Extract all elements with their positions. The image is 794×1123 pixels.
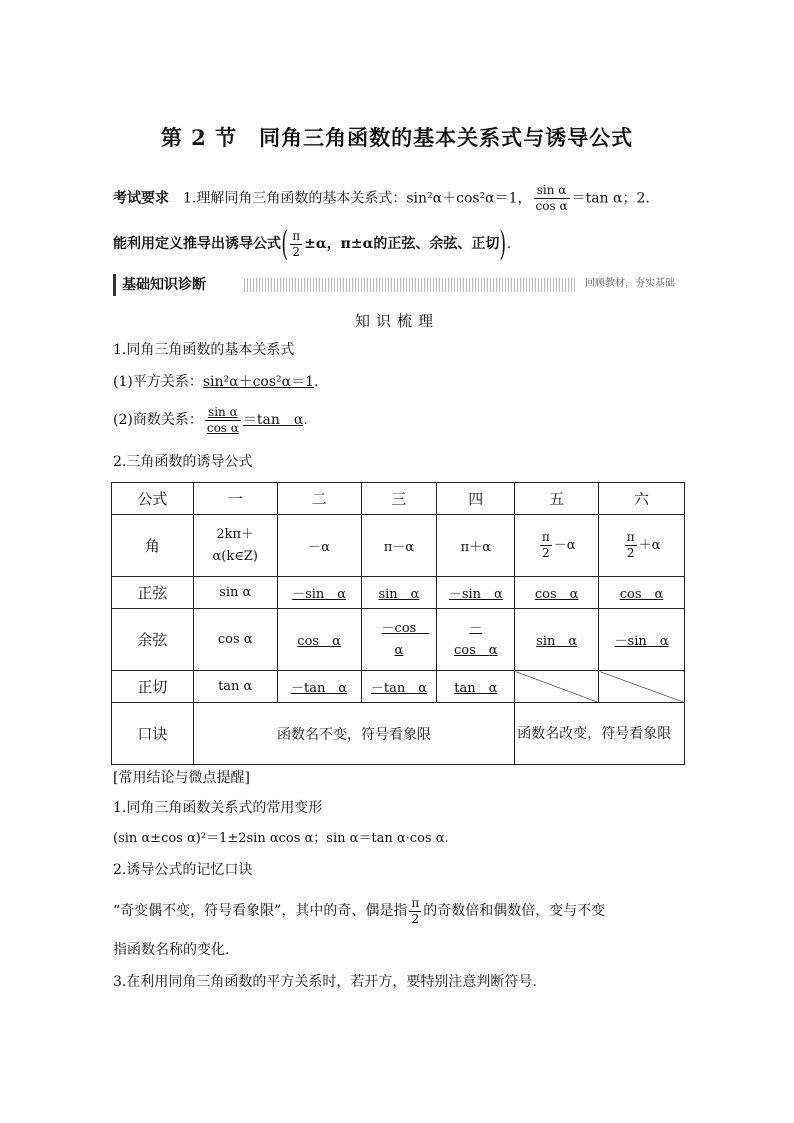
mnemonic-changed: 函数名改变，符号看象限 — [515, 703, 685, 765]
page-title: 第 2 节 同角三角函数的基本关系式与诱导公式 — [160, 125, 634, 150]
table-cell: －tan α — [361, 671, 437, 703]
requirement-after: ＝tan α；2. — [571, 190, 650, 207]
watermark — [754, 770, 764, 800]
table-cell: cos α — [193, 609, 277, 671]
section2-heading: 2.三角函数的诱导公式 — [113, 454, 253, 470]
tip-2-body-end: 指函数名称的变化. — [113, 942, 230, 958]
header-cell: 六 — [599, 483, 685, 515]
table-cell: －sin α — [437, 577, 515, 609]
table-header-row — [112, 483, 685, 515]
header-cell: 三 — [361, 483, 437, 515]
table-cell: π－α — [361, 515, 437, 577]
quotient-relation: (2)商数关系： $\frac{\text{sin α}}{\text{cos α}}$ ＝tan α. — [113, 404, 308, 435]
banner-title: 基础知识诊断 — [113, 274, 242, 296]
table-cell: cos α — [599, 577, 685, 609]
header-cell: 五 — [515, 483, 599, 515]
table-row-sin — [112, 577, 685, 609]
table-cell: －sin α — [599, 609, 685, 671]
section1-heading: 1.同角三角函数的基本关系式 — [113, 342, 295, 358]
diagonal-cell — [515, 671, 599, 703]
table-cell: tan α — [437, 671, 515, 703]
table-cell: 2kπ＋ α(k∈Z) — [193, 515, 277, 577]
square-relation: (1)平方关系：sin²α＋cos²α＝1. — [113, 374, 319, 390]
header-cell: 一 — [193, 483, 277, 515]
table-cell: sin α — [361, 577, 437, 609]
table-cell: cos α — [277, 609, 361, 671]
requirement-line2: 能利用定义推导出诱导公式 — [113, 236, 281, 252]
table-row-tan — [112, 671, 685, 703]
table-cell: －sin α — [277, 577, 361, 609]
tan-fraction: $\frac{\text{sin α}}{\text{cos α}}$ — [535, 183, 568, 213]
row-label: 正切 — [112, 671, 194, 703]
subheading: 知识梳理 — [354, 312, 439, 330]
header-cell: 四 — [437, 483, 515, 515]
row-label: 角 — [112, 515, 194, 577]
table-cell: $\frac{\pi}{2}$ －α — [515, 515, 599, 577]
section-banner — [113, 274, 679, 296]
header-cell: 公式 — [112, 483, 194, 515]
header-cell: 二 — [277, 483, 361, 515]
requirement-label: 考试要求 — [113, 190, 169, 207]
table-row-mnemonic — [112, 703, 685, 765]
tip-1-formula: (sin α±cos α)²＝1±2sin αcos α；sin α＝tan α·cos α. — [113, 831, 449, 846]
table-cell: － cos α — [437, 609, 515, 671]
row-label: 余弦 — [112, 609, 194, 671]
table-cell: sin α — [193, 577, 277, 609]
mnemonic-unchanged: 函数名不变，符号看象限 — [193, 703, 514, 765]
exam-requirements: 考试要求 1.理解同角三角函数的基本关系式：sin²α＋cos²α＝1， $\frac{\text{sin α}}{\text{cos α}}$ ＝tan α；2. 能利用定义推导出诱导公式( $\frac{\pi}{2}$ ±α，π±α的正弦、余弦、正切). — [113, 183, 650, 264]
pi-half-fraction: $\frac{\pi}{2}$ — [292, 228, 301, 259]
induction-formula-table — [111, 482, 685, 765]
table-cell: －tan α — [277, 671, 361, 703]
tip-2-body: “奇变偶不变，符号看象限”，其中的奇、偶是指 $\frac{\pi}{2}$ 的奇数倍和偶数倍，变与不变 — [113, 895, 606, 926]
table-cell: $\frac{\pi}{2}$ ＋α — [599, 515, 685, 577]
table-cell: sin α — [515, 609, 599, 671]
row-label: 正弦 — [112, 577, 194, 609]
requirement-line2-b: ±α，π±α的正弦、余弦、正切 — [304, 236, 500, 252]
row-label: 口诀 — [112, 703, 194, 765]
table-cell: －α — [277, 515, 361, 577]
table-cell: tan α — [193, 671, 277, 703]
requirement-formula: sin²α＋cos²α＝1， — [406, 190, 532, 207]
table-cell: cos α — [515, 577, 599, 609]
table-row-angle — [112, 515, 685, 577]
diagonal-cell — [599, 671, 685, 703]
table-row-cos — [112, 609, 685, 671]
tip-1: 1.同角三角函数关系式的常用变形 — [113, 800, 323, 816]
tip-3: 3.在利用同角三角函数的平方关系时，若开方，要特别注意判断符号. — [113, 974, 537, 990]
requirement-text: 1.理解同角三角函数的基本关系式： — [169, 190, 407, 207]
table-cell: $\frac{-\cos}{\alpha}$ — [361, 609, 437, 671]
tip-2: 2.诱导公式的记忆口诀 — [113, 862, 253, 878]
tips-heading: [常用结论与微点提醒] — [113, 770, 250, 786]
table-cell: π＋α — [437, 515, 515, 577]
banner-subtitle: 回顾教材，夯实基础 — [577, 276, 679, 292]
